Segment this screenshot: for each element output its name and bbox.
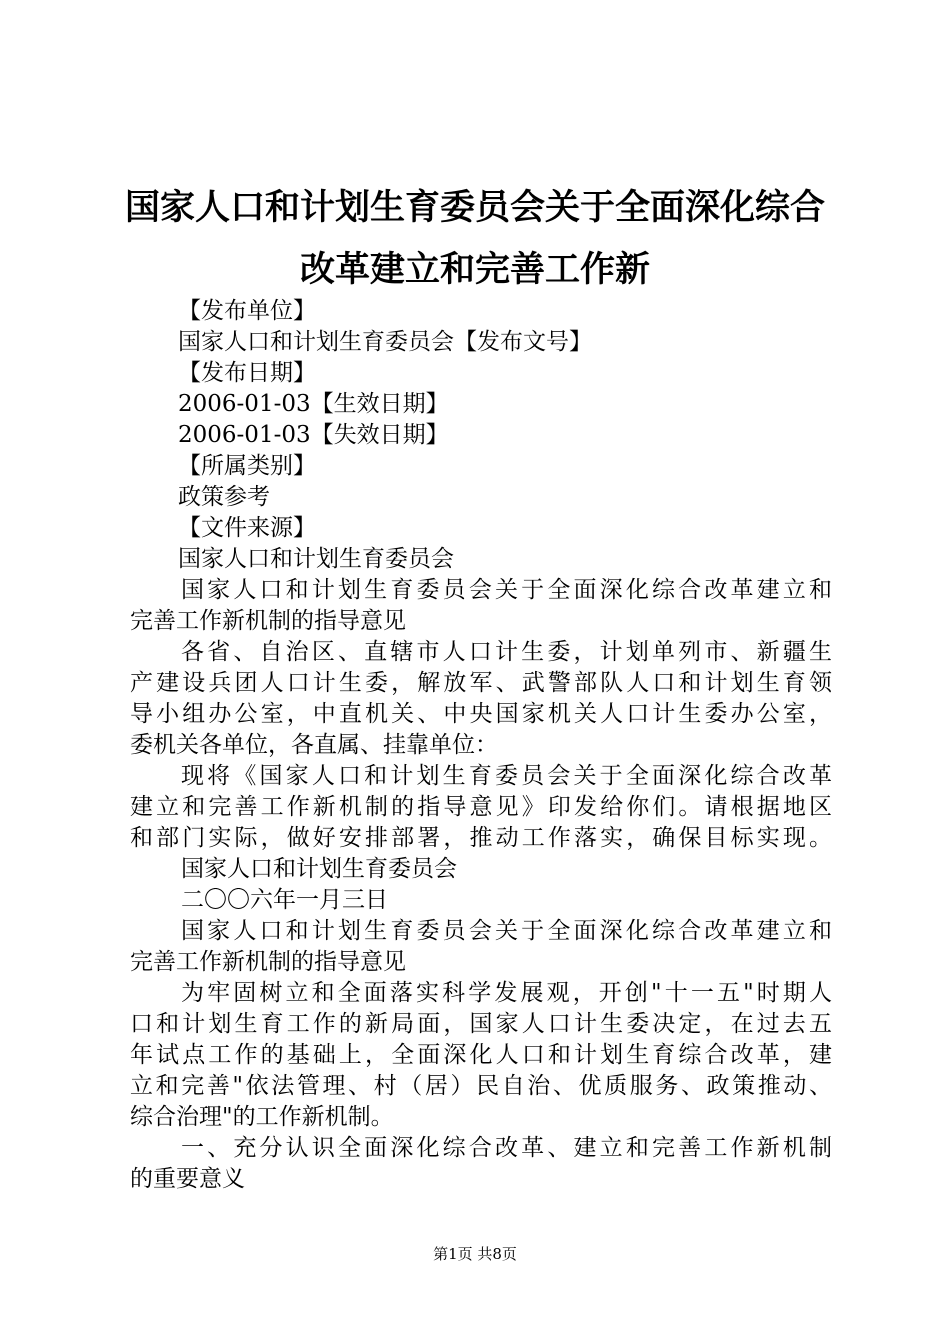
meta-source-value: 国家人口和计划生育委员会 — [178, 546, 454, 572]
paragraph-line: 立和完善"依法管理、村（居）民自治、优质服务、政策推动、 — [130, 1073, 832, 1099]
meta-source-label: 【文件来源】 — [178, 515, 316, 541]
section-heading-line: 一、充分认识全面深化综合改革、建立和完善工作新机制 — [181, 1135, 832, 1161]
meta-effective-date-value: 2006-01-03【失效日期】 — [178, 422, 449, 448]
paragraph-line: 完善工作新机制的指导意见 — [130, 608, 406, 634]
paragraph-line: 各省、自治区、直辖市人口计生委，计划单列市、新疆生 — [181, 639, 832, 665]
meta-publisher-value: 国家人口和计划生育委员会【发布文号】 — [178, 329, 592, 355]
paragraph-line: 国家人口和计划生育委员会关于全面深化综合改革建立和 — [181, 918, 832, 944]
paragraph-line: 为牢固树立和全面落实科学发展观，开创"十一五"时期人 — [181, 980, 832, 1006]
meta-category-value: 政策参考 — [178, 484, 270, 510]
meta-publish-date-value: 2006-01-03【生效日期】 — [178, 391, 449, 417]
paragraph-line: 综合治理"的工作新机制。 — [130, 1104, 394, 1130]
paragraph-line: 产建设兵团人口计生委，解放军、武警部队人口和计划生育领 — [130, 670, 832, 696]
paragraph-line: 建立和完善工作新机制的指导意见》印发给你们。请根据地区 — [130, 794, 832, 820]
paragraph-line: 和部门实际，做好安排部署，推动工作落实，确保目标实现。 — [130, 825, 832, 851]
paragraph-line: 委机关各单位，各直属、挂靠单位： — [130, 732, 498, 758]
signature-date: 二〇〇六年一月三日 — [181, 887, 388, 913]
meta-category-label: 【所属类别】 — [178, 453, 316, 479]
paragraph-line: 导小组办公室，中直机关、中央国家机关人口计生委办公室， — [130, 701, 832, 727]
meta-publisher-label: 【发布单位】 — [178, 298, 316, 324]
paragraph-line: 完善工作新机制的指导意见 — [130, 949, 406, 975]
page-footer: 第1页 共8页 — [433, 1245, 517, 1263]
paragraph-line: 口和计划生育工作的新局面，国家人口计生委决定，在过去五 — [130, 1011, 832, 1037]
paragraph-line: 现将《国家人口和计划生育委员会关于全面深化综合改革 — [181, 763, 832, 789]
paragraph-line: 国家人口和计划生育委员会关于全面深化综合改革建立和 — [181, 577, 832, 603]
document-title-line-2: 改革建立和完善工作新 — [299, 249, 650, 290]
section-heading-line: 的重要意义 — [130, 1166, 245, 1192]
document-body — [130, 296, 832, 1195]
paragraph-line: 年试点工作的基础上，全面深化人口和计划生育综合改革，建 — [130, 1042, 832, 1068]
signature-organization: 国家人口和计划生育委员会 — [181, 856, 457, 882]
meta-publish-date-label: 【发布日期】 — [178, 360, 316, 386]
document-title-line-1: 国家人口和计划生育委员会关于全面深化综合 — [124, 187, 825, 228]
